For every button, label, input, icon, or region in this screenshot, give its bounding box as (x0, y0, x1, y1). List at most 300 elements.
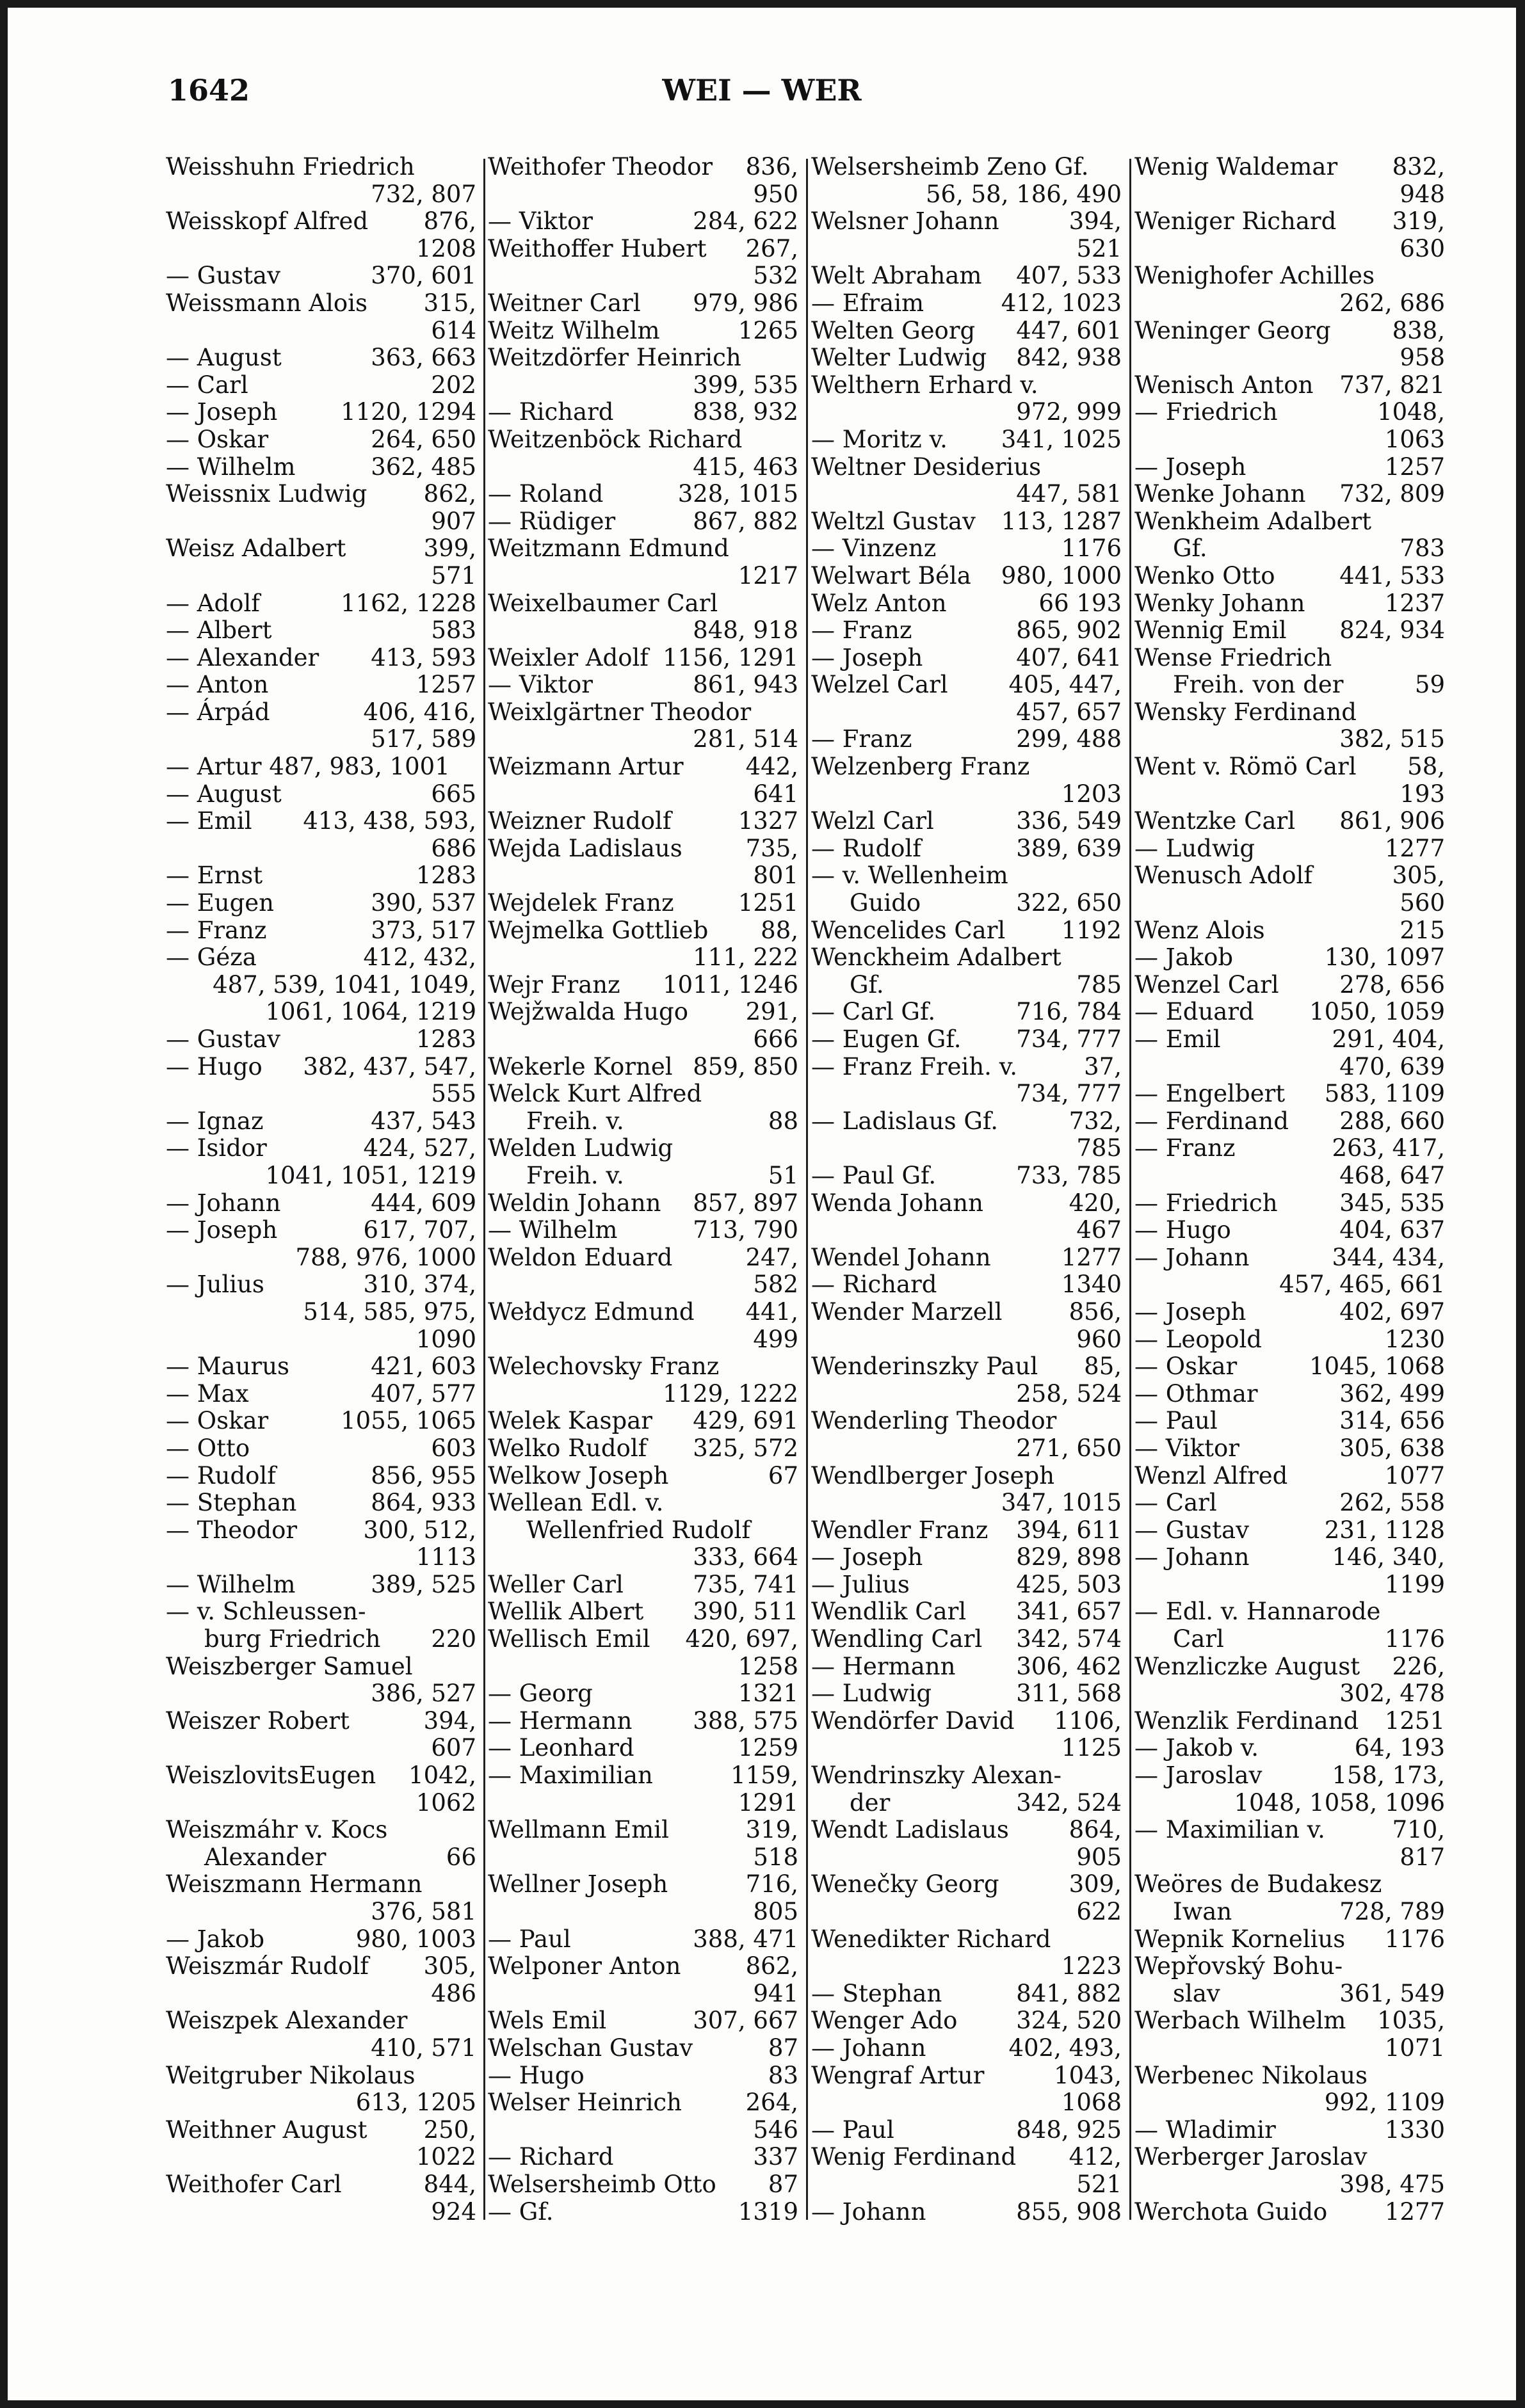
entry-name: — Gf. (488, 2197, 554, 2226)
entry-pages: 361, 549 (1339, 1979, 1445, 2007)
index-entry (166, 236, 476, 263)
entry-pages: 51 (768, 1161, 798, 1189)
entry-pages: 264, 650 (371, 425, 476, 453)
entry-name: Welser Heinrich (488, 2089, 682, 2117)
entry-pages: 1258 (738, 1652, 798, 1680)
entry-pages: 571 (431, 561, 476, 590)
entry-pages: 83 (768, 2061, 798, 2089)
entry-name: Wenky Johann (1134, 589, 1305, 617)
entry-name: Wenečky Georg (811, 1870, 999, 1898)
entry-name: — Johann (811, 2034, 926, 2062)
index-entry (1134, 590, 1445, 618)
entry-pages: 420, 697, (685, 1625, 798, 1653)
entry-name: — Viktor (488, 207, 593, 236)
entry-pages: 735, 741 (693, 1570, 798, 1598)
index-entry (488, 1108, 798, 1136)
entry-name: — Eugen Gf. (811, 1025, 962, 1053)
entry-pages: 1162, 1228 (341, 589, 476, 617)
entry-name: slav (1173, 1979, 1220, 2007)
index-entry (488, 1871, 798, 1898)
entry-pages: 1022 (416, 2143, 476, 2171)
index-entry (488, 1381, 798, 1408)
index-entry (488, 645, 798, 672)
entry-pages: 441, (745, 1297, 798, 1326)
entry-pages: 1077 (1384, 1461, 1445, 1489)
entry-name: Wendörfer David (811, 1706, 1015, 1735)
entry-pages: 1257 (416, 671, 476, 699)
entry-name: — Eduard (1134, 998, 1254, 1026)
entry-pages: 470, 639 (1339, 1052, 1445, 1080)
entry-name: Weisz Adalbert (166, 534, 346, 563)
index-entry (166, 1108, 476, 1136)
entry-name: Welko Rudolf (488, 1434, 647, 1462)
index-entry (811, 317, 1122, 345)
entry-name: — Joseph (166, 398, 278, 426)
entry-pages: 1223 (1061, 1952, 1122, 1980)
entry-name: Wejdelek Franz (488, 889, 674, 917)
index-entry (166, 835, 476, 863)
entry-pages: 1327 (738, 807, 798, 835)
index-entry (488, 2062, 798, 2090)
entry-pages: 291, 404, (1332, 1025, 1445, 1053)
entry-name: — Joseph (1134, 1297, 1247, 1326)
entry-pages: 785 (1076, 1134, 1122, 1162)
entry-name: — Wilhelm (488, 1216, 618, 1244)
index-entry (166, 208, 476, 236)
index-entry (811, 1898, 1122, 1926)
entry-name: — Alexander (166, 643, 319, 671)
entry-pages: 1340 (1061, 1271, 1122, 1299)
entry-pages: 413, 593 (371, 643, 476, 671)
entry-name: Welkow Joseph (488, 1461, 669, 1489)
index-entry (166, 2171, 476, 2199)
index-entry (166, 890, 476, 917)
index-entry (811, 2117, 1122, 2144)
entry-pages: 521 (1076, 2170, 1122, 2198)
index-entry (811, 1680, 1122, 1708)
entry-pages: 111, 222 (693, 943, 798, 972)
entry-name: Weithner August (166, 2115, 367, 2144)
entry-pages: 1159, (730, 1762, 798, 1790)
entry-pages: 1055, 1065 (341, 1407, 476, 1435)
index-entry (811, 972, 1122, 999)
entry-name: — Jakob (1134, 943, 1234, 972)
index-entry (1134, 1108, 1445, 1136)
index-entry (488, 426, 798, 454)
index-entry (488, 154, 798, 181)
entry-name: — Isidor (166, 1134, 267, 1162)
entry-name: Wenckheim Adalbert (811, 943, 1061, 972)
index-entry (488, 1408, 798, 1435)
entry-pages: 836, (745, 154, 798, 181)
entry-name: Weller Carl (488, 1570, 624, 1598)
entry-pages: 867, 882 (693, 507, 798, 535)
entry-pages: 1035, (1377, 2007, 1445, 2035)
index-entry (488, 2035, 798, 2062)
index-entry (811, 890, 1122, 917)
index-entry (1134, 1517, 1445, 1545)
index-entry (488, 617, 798, 645)
entry-name: Werbenec Nikolaus (1134, 2061, 1368, 2089)
entry-pages: 666 (753, 1025, 798, 1053)
entry-name: — Carl Gf. (811, 998, 936, 1026)
index-entry (488, 1790, 798, 1817)
entry-pages: 1048, 1058, 1096 (1234, 1788, 1445, 1817)
entry-pages: 972, 999 (1016, 398, 1122, 426)
entry-name: Welten Georg (811, 316, 976, 344)
entry-pages: 404, 637 (1339, 1216, 1445, 1244)
entry-pages: 1283 (416, 1025, 476, 1053)
entry-name: Wenz Alois (1134, 916, 1265, 944)
entry-pages: 864, (1069, 1816, 1122, 1844)
entry-name: — Franz (1134, 1134, 1236, 1162)
index-entry (811, 290, 1122, 317)
entry-name: — Jakob v. (1134, 1734, 1259, 1762)
entry-name: Wenko Otto (1134, 561, 1275, 590)
entry-pages: 388, 575 (693, 1706, 798, 1735)
entry-pages: 1011, 1246 (663, 970, 798, 999)
entry-pages: 1063 (1384, 425, 1445, 453)
index-entry (1134, 1544, 1445, 1571)
index-entry (166, 1680, 476, 1708)
entry-pages: 300, 512, (363, 1516, 476, 1544)
entry-pages: 425, 503 (1016, 1570, 1122, 1598)
entry-name: Weixler Adolf (488, 643, 649, 671)
entry-name: Wenig Ferdinand (811, 2143, 1017, 2171)
entry-name: — Hermann (811, 1652, 956, 1680)
entry-name: — Artur 487, 983, 1001 (166, 753, 450, 781)
index-entry (811, 1735, 1122, 1762)
entry-name: Weissmann Alois (166, 289, 367, 317)
entry-name: Weitzmann Edmund (488, 534, 729, 563)
entry-pages: 665 (431, 780, 476, 808)
entry-pages: 56, 58, 186, 490 (926, 180, 1122, 208)
entry-name: Welschan Gustav (488, 2034, 693, 2062)
entry-pages: 848, 918 (693, 616, 798, 645)
index-entry (1134, 181, 1445, 209)
entry-name: Welsersheimb Zeno Gf. (811, 154, 1089, 181)
entry-pages: 1203 (1061, 780, 1122, 808)
entry-name: Weitner Carl (488, 289, 641, 317)
entry-pages: 1265 (738, 316, 798, 344)
entry-pages: 829, 898 (1016, 1543, 1122, 1571)
index-entry (1134, 835, 1445, 863)
entry-pages: 1041, 1051, 1219 (265, 1161, 476, 1189)
entry-name: — Viktor (488, 671, 593, 699)
entry-name: — Carl (166, 371, 248, 399)
index-entry (1134, 1653, 1445, 1681)
index-entry (811, 1435, 1122, 1463)
index-entry (166, 1326, 476, 1354)
entry-pages: 322, 650 (1016, 889, 1122, 917)
entry-name: — Rudolf (811, 834, 921, 862)
entry-pages: 305, (423, 1952, 476, 1980)
entry-pages: 382, 515 (1339, 725, 1445, 753)
index-entry (166, 590, 476, 618)
index-entry (166, 726, 476, 753)
index-entry (488, 1217, 798, 1244)
index-entry (811, 1026, 1122, 1054)
entry-name: Weitgruber Nikolaus (166, 2061, 416, 2089)
entry-pages: 686 (431, 834, 476, 862)
entry-name: Weiszmann Hermann (166, 1870, 423, 1898)
entry-name: — Johann (166, 1189, 281, 1217)
entry-name: Iwan (1173, 1898, 1232, 1925)
index-entry (488, 372, 798, 399)
index-entry (1134, 781, 1445, 808)
entry-pages: 857, 897 (693, 1189, 798, 1217)
entry-pages: 291, (745, 998, 798, 1026)
entry-pages: 390, 511 (693, 1598, 798, 1626)
index-entry (166, 2062, 476, 2090)
index-entry (166, 1080, 476, 1108)
entry-pages: 402, 493, (1008, 2034, 1122, 2062)
index-entry (488, 1817, 798, 1844)
index-entry (166, 1571, 476, 1599)
entry-name: — Árpád (166, 698, 270, 726)
entry-name: Wendlik Carl (811, 1598, 967, 1626)
index-entry (811, 1790, 1122, 1817)
index-entry (1134, 972, 1445, 999)
entry-pages: 856, 955 (371, 1461, 476, 1489)
page-number: 1642 (168, 73, 250, 108)
entry-pages: 514, 585, 975, (303, 1297, 476, 1326)
index-entry (488, 1271, 798, 1299)
entry-name: — Paul Gf. (811, 1161, 937, 1189)
index-entry (166, 2117, 476, 2144)
entry-pages: 1330 (1384, 2115, 1445, 2144)
entry-name: Weisskopf Alfred (166, 207, 369, 236)
entry-pages: 258, 524 (1016, 1379, 1122, 1408)
index-entry (1134, 944, 1445, 972)
entry-pages: 824, 934 (1339, 616, 1445, 645)
entry-pages: 347, 1015 (1001, 1489, 1122, 1517)
index-entry (488, 208, 798, 236)
entry-name: Wenke Johann (1134, 480, 1306, 508)
index-entry (166, 671, 476, 699)
index-entry (1134, 2062, 1445, 2090)
entry-pages: 305, 638 (1339, 1434, 1445, 1462)
index-entry (811, 1926, 1122, 1954)
entry-pages: 630 (1400, 234, 1445, 262)
index-entry (1134, 2199, 1445, 2226)
entry-name: — Ladislaus Gf. (811, 1107, 999, 1135)
entry-name: — Richard (811, 1271, 937, 1299)
entry-pages: 864, 933 (371, 1489, 476, 1517)
entry-pages: 487, 539, 1041, 1049, (213, 970, 476, 999)
index-entry (811, 1108, 1122, 1136)
index-entry (1134, 1244, 1445, 1272)
entry-pages: 583 (431, 616, 476, 645)
index-entry (811, 481, 1122, 508)
entry-name: Weithoffer Hubert (488, 234, 707, 262)
entry-pages: 407, 577 (371, 1379, 476, 1408)
entry-name: — Vinzenz (811, 534, 937, 563)
entry-pages: 58, (1407, 753, 1445, 781)
index-entry (488, 2171, 798, 2199)
entry-name: — Johann (1134, 1543, 1250, 1571)
entry-pages: 146, 340, (1332, 1543, 1445, 1571)
entry-pages: 394, (1069, 207, 1122, 236)
index-entry (1134, 1735, 1445, 1762)
index-entry (811, 154, 1122, 181)
index-entry (1134, 808, 1445, 835)
index-entry (1134, 1026, 1445, 1054)
entry-pages: 271, 650 (1016, 1434, 1122, 1462)
index-entry (488, 1844, 798, 1872)
index-entry (166, 1408, 476, 1435)
index-entry (488, 781, 798, 808)
entry-pages: 412, 432, (363, 943, 476, 972)
index-entry (488, 862, 798, 890)
index-entry (1134, 1162, 1445, 1190)
entry-pages: 732, 807 (371, 180, 476, 208)
entry-name: — Othmar (1134, 1379, 1258, 1408)
entry-name: Wendlberger Joseph (811, 1461, 1055, 1489)
index-entry (166, 1162, 476, 1190)
index-entry (488, 1898, 798, 1926)
entry-pages: 1277 (1384, 834, 1445, 862)
entry-name: Werchota Guido (1134, 2197, 1328, 2226)
index-entry (166, 2199, 476, 2226)
index-entry (166, 999, 476, 1026)
index-entry (488, 726, 798, 753)
entry-pages: 309, (1069, 1870, 1122, 1898)
entry-pages: 518 (753, 1843, 798, 1871)
index-entry (811, 1571, 1122, 1599)
entry-pages: 442, (745, 753, 798, 781)
index-entry (811, 1762, 1122, 1790)
index-entry (1134, 1598, 1445, 1626)
index-entry (166, 1135, 476, 1162)
entry-pages: 948 (1400, 180, 1445, 208)
index-entry (166, 944, 476, 972)
index-entry (811, 1653, 1122, 1681)
index-entry (488, 808, 798, 835)
index-entry (488, 1353, 798, 1381)
entry-pages: 264, (745, 2089, 798, 2117)
directory-page (8, 8, 1516, 2400)
entry-name: Freih. v. (526, 1161, 624, 1189)
entry-pages: 941 (753, 1979, 798, 2007)
entry-pages: 737, 821 (1339, 371, 1445, 399)
entry-pages: 517, 589 (371, 725, 476, 753)
index-entry (488, 1054, 798, 1081)
entry-pages: 444, 609 (371, 1189, 476, 1217)
entry-name: Wekerle Kornel (488, 1052, 673, 1080)
entry-pages: 607 (431, 1734, 476, 1762)
entry-pages: 1257 (1384, 453, 1445, 481)
index-entry (166, 1054, 476, 1081)
entry-name: — Joseph (166, 1216, 278, 1244)
index-entry (811, 1271, 1122, 1299)
entry-pages: 992, 1109 (1324, 2089, 1445, 2117)
entry-pages: 735, (745, 834, 798, 862)
index-entry (811, 2007, 1122, 2035)
index-entry (488, 835, 798, 863)
entry-pages: 345, 535 (1339, 1189, 1445, 1217)
entry-pages: 333, 664 (693, 1543, 798, 1571)
entry-pages: 1217 (738, 561, 798, 590)
index-entry (166, 154, 476, 181)
entry-name: Welter Ludwig (811, 344, 987, 372)
entry-pages: 421, 603 (371, 1352, 476, 1381)
entry-pages: 521 (1076, 234, 1122, 262)
index-entry (1134, 2035, 1445, 2062)
entry-name: Weiszmár Rudolf (166, 1952, 369, 1980)
index-entry (166, 1381, 476, 1408)
entry-name: — Richard (488, 2143, 614, 2171)
index-entry (488, 181, 798, 209)
entry-name: — Engelbert (1134, 1080, 1286, 1108)
entry-name: — Gustav (166, 262, 280, 290)
index-entry (488, 2144, 798, 2171)
index-entry (166, 317, 476, 345)
index-entry (166, 917, 476, 945)
entry-pages: 732, (1069, 1107, 1122, 1135)
index-entry (1134, 1435, 1445, 1463)
entry-pages: 859, 850 (693, 1052, 798, 1080)
index-entry (488, 1571, 798, 1599)
entry-pages: 376, 581 (371, 1898, 476, 1925)
entry-name: — Ludwig (1134, 834, 1255, 862)
index-entry (488, 1080, 798, 1108)
entry-pages: 342, 574 (1016, 1625, 1122, 1653)
entry-name: Wellik Albert (488, 1598, 644, 1626)
entry-name: Weissnix Ludwig (166, 480, 367, 508)
index-entry (1134, 1054, 1445, 1081)
index-entry (1134, 154, 1445, 181)
index-entry (811, 1598, 1122, 1626)
entry-pages: 716, (745, 1870, 798, 1898)
index-entry (811, 1217, 1122, 1244)
entry-name: Weltzl Gustav (811, 507, 976, 535)
entry-name: Weniger Richard (1134, 207, 1337, 236)
entry-name: Wenzliczke August (1134, 1652, 1360, 1680)
entry-name: — Anton (166, 671, 269, 699)
index-entry (811, 1517, 1122, 1545)
index-entry (811, 262, 1122, 290)
entry-pages: 1259 (738, 1734, 798, 1762)
entry-name: — Gustav (1134, 1516, 1249, 1544)
index-entry (811, 1326, 1122, 1354)
index-entry (166, 1735, 476, 1762)
index-entry (166, 372, 476, 399)
index-entry (488, 1598, 798, 1626)
index-entry (166, 1898, 476, 1926)
entry-pages: 1071 (1384, 2034, 1445, 2062)
entry-pages: 66 (446, 1843, 476, 1871)
entry-name: — Otto (166, 1434, 250, 1462)
entry-name: — Ferdinand (1134, 1107, 1289, 1135)
entry-pages: 1090 (416, 1325, 476, 1353)
index-entry (166, 181, 476, 209)
index-entry (166, 1489, 476, 1517)
entry-name: Welsner Johann (811, 207, 999, 236)
entry-pages: 337 (753, 2143, 798, 2171)
entry-pages: 844, (423, 2170, 476, 2198)
entry-name: Wendling Carl (811, 1625, 983, 1653)
index-entry (811, 1080, 1122, 1108)
index-entry (811, 208, 1122, 236)
entry-name: — Leopold (1134, 1325, 1262, 1353)
entry-pages: 713, 790 (693, 1216, 798, 1244)
index-entry (166, 1708, 476, 1735)
entry-pages: 314, 656 (1339, 1407, 1445, 1435)
index-entry (166, 563, 476, 590)
index-entry (811, 1844, 1122, 1872)
index-entry (488, 454, 798, 481)
